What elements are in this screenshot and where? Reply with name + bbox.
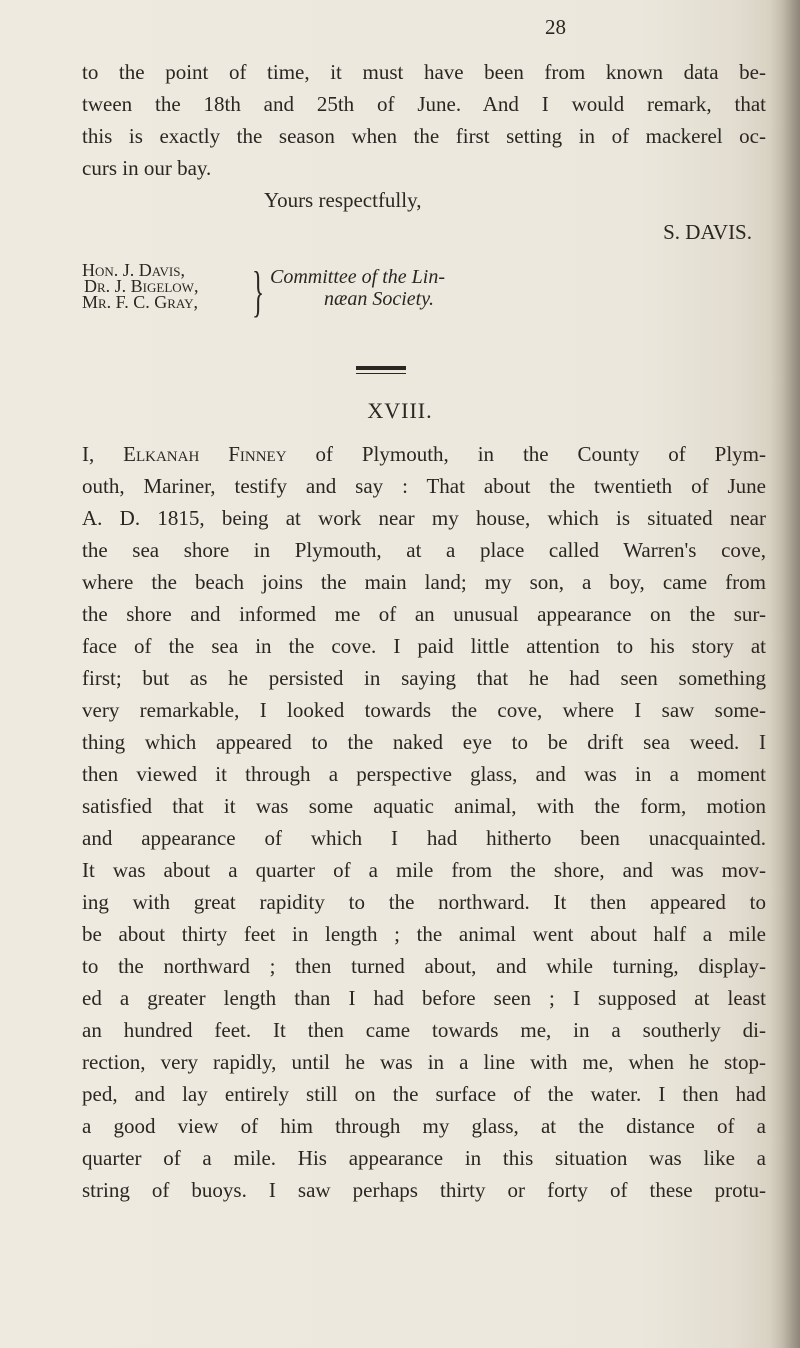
committee-names — [82, 262, 198, 310]
deposition-text — [82, 438, 766, 1206]
text-line: first; but as he persisted in saying that he had seen something — [82, 666, 766, 690]
section-divider-thin — [356, 373, 406, 374]
role-line: Committee of the Lin- — [270, 266, 445, 288]
text-line: this is exactly the season when the first setting in of mackerel oc- — [82, 124, 766, 148]
text-line: string of buoys. I saw perhaps thirty or forty of these protu- — [82, 1178, 766, 1202]
committee-block — [82, 262, 602, 332]
text-line: tween the 18th and 25th of June. And I would remark, that — [82, 92, 766, 116]
deponent-name: Elkanah Finney — [123, 442, 287, 466]
text-line: outh, Mariner, testify and say : That about the twentieth of June — [82, 474, 766, 498]
text-line: rection, very rapidly, until he was in a line with me, when he stop- — [82, 1050, 766, 1074]
committee-role — [270, 266, 445, 310]
section-title: XVIII. — [367, 398, 433, 423]
text-line: ped, and lay entirely still on the surface of the water. I then had — [82, 1082, 766, 1106]
text-line: and appearance of which I had hitherto been unacquainted. — [82, 826, 766, 850]
text-line: I, Elkanah Finney of Plymouth, in the County of Plym- — [82, 442, 766, 466]
committee-member: Hon. J. Davis, — [82, 260, 185, 280]
committee-member: Dr. J. Bigelow, — [84, 276, 199, 296]
page-number: 28 — [545, 15, 566, 39]
committee-member: Mr. F. C. Gray, — [82, 292, 199, 312]
text-line: the shore and informed me of an unusual appearance on the sur- — [82, 602, 766, 626]
text-line: curs in our bay. — [82, 156, 212, 180]
text-line: satisfied that it was some aquatic animal, with the form, motion — [82, 794, 766, 818]
top-paragraph — [82, 56, 766, 184]
text-line: then viewed it through a perspective glass, and was in a moment — [82, 762, 766, 786]
page-edge-shadow — [770, 0, 800, 1348]
text-line: ed a greater length than I had before seen ; I supposed at least — [82, 986, 766, 1010]
text-line: an hundred feet. It then came towards me, in a southerly di- — [82, 1018, 766, 1042]
closing: Yours respectfully, — [264, 188, 422, 212]
text-line: to the point of time, it must have been from known data be- — [82, 60, 766, 84]
text-line: the sea shore in Plymouth, at a place called Warren's cove, — [82, 538, 766, 562]
brace-icon: } — [252, 261, 265, 323]
signature: S. DAVIS. — [663, 220, 752, 244]
text-line: where the beach joins the main land; my son, a boy, came from — [82, 570, 766, 594]
text-line: very remarkable, I looked towards the cove, where I saw some- — [82, 698, 766, 722]
text-line: face of the sea in the cove. I paid little attention to his story at — [82, 634, 766, 658]
role-line: næan Society. — [324, 288, 434, 310]
text-line: A. D. 1815, being at work near my house, which is situated near — [82, 506, 766, 530]
text-line: thing which appeared to the naked eye to be drift sea weed. I — [82, 730, 766, 754]
text-line: ing with great rapidity to the northward. It then appeared to — [82, 890, 766, 914]
text-line: quarter of a mile. His appearance in this situation was like a — [82, 1146, 766, 1170]
text-line: be about thirty feet in length ; the animal went about half a mile — [82, 922, 766, 946]
text-line: to the northward ; then turned about, and while turning, display- — [82, 954, 766, 978]
letter-ending — [82, 56, 766, 248]
section-divider — [356, 366, 406, 370]
text-line: a good view of him through my glass, at the distance of a — [82, 1114, 766, 1138]
text-line: It was about a quarter of a mile from the shore, and was mov- — [82, 858, 766, 882]
